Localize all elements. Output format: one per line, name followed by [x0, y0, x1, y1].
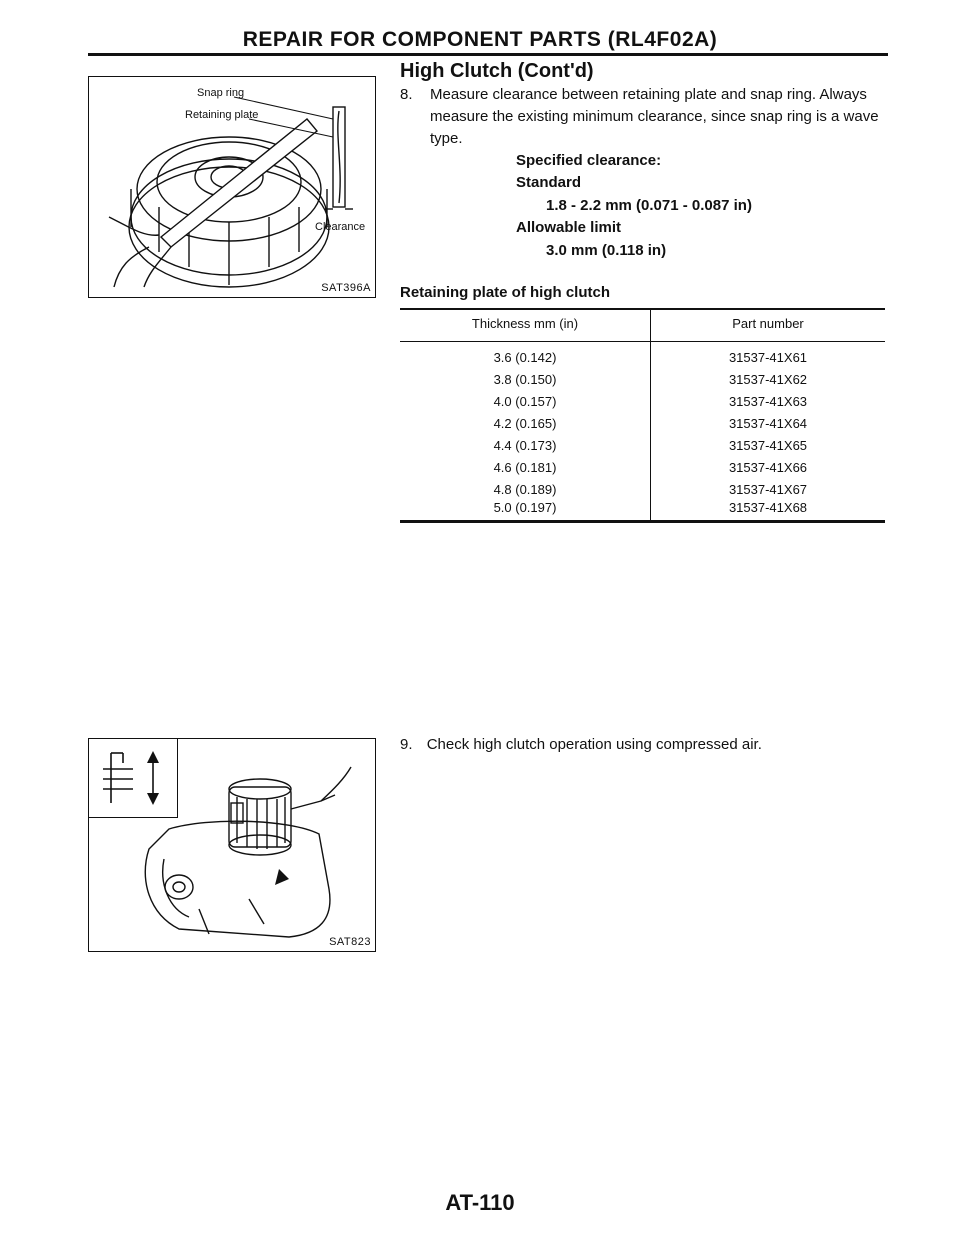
- table-cell-part-number: 31537-41X68: [728, 500, 808, 515]
- table-cell-thickness: 3.6 (0.142): [493, 350, 557, 365]
- table-bottom-rule: [400, 520, 885, 523]
- table-cell-thickness: 5.0 (0.197): [493, 500, 557, 515]
- figure-snap-ring-clearance: [88, 76, 376, 298]
- column-header-part-number: Part number: [732, 316, 804, 331]
- table-cell-part-number: 31537-41X66: [728, 460, 808, 475]
- table-cell-part-number: 31537-41X63: [728, 394, 808, 409]
- limit-label: Allowable limit: [516, 219, 622, 236]
- step-8-number: 8.: [400, 86, 413, 103]
- table-caption: Retaining plate of high clutch: [400, 284, 610, 301]
- section-heading: High Clutch (Cont'd): [400, 60, 594, 82]
- table-cell-part-number: 31537-41X64: [728, 416, 808, 431]
- table-cell-thickness: 3.8 (0.150): [493, 372, 557, 387]
- label-retaining-plate: Retaining plate: [185, 109, 259, 121]
- standard-value: 1.8 - 2.2 mm (0.071 - 0.087 in): [546, 197, 752, 214]
- step-9-number: 9.: [400, 736, 413, 753]
- table-cell-part-number: 31537-41X62: [728, 372, 808, 387]
- table-cell-thickness: 4.0 (0.157): [493, 394, 557, 409]
- label-clearance: Clearance: [315, 221, 366, 233]
- table-top-rule: [400, 308, 885, 310]
- figure-code: SAT823: [329, 936, 371, 948]
- step-9: [400, 736, 762, 753]
- step-8: [400, 84, 890, 150]
- page-title: REPAIR FOR COMPONENT PARTS (RL4F02A): [242, 28, 718, 51]
- table-cell-part-number: 31537-41X67: [728, 482, 808, 497]
- transmission-case-drawing: [89, 739, 375, 951]
- label-snap-ring: Snap ring: [197, 87, 245, 99]
- table-cell-thickness: 4.6 (0.181): [493, 460, 557, 475]
- figure-code: SAT396A: [321, 282, 371, 294]
- figure-compressed-air-check: [88, 738, 376, 952]
- standard-label: Standard: [516, 174, 582, 191]
- table-cell-part-number: 31537-41X65: [728, 438, 808, 453]
- column-header-thickness: Thickness mm (in): [471, 316, 579, 331]
- spec-label: Specified clearance:: [516, 152, 662, 169]
- page-number: AT-110: [445, 1190, 515, 1215]
- title-rule: [88, 53, 888, 56]
- step-8-text: Measure clearance between retaining plate and snap ring. Always measure the existing minimum clearance, since snap ring is a wave type.: [430, 86, 879, 147]
- table-cell-thickness: 4.8 (0.189): [493, 482, 557, 497]
- table-cell-part-number: 31537-41X61: [728, 350, 808, 365]
- limit-value: 3.0 mm (0.118 in): [546, 242, 667, 259]
- step-9-text: Check high clutch operation using compressed air.: [426, 736, 762, 753]
- table-header-rule: [400, 341, 885, 342]
- table-cell-thickness: 4.2 (0.165): [493, 416, 557, 431]
- table-cell-thickness: 4.4 (0.173): [493, 438, 557, 453]
